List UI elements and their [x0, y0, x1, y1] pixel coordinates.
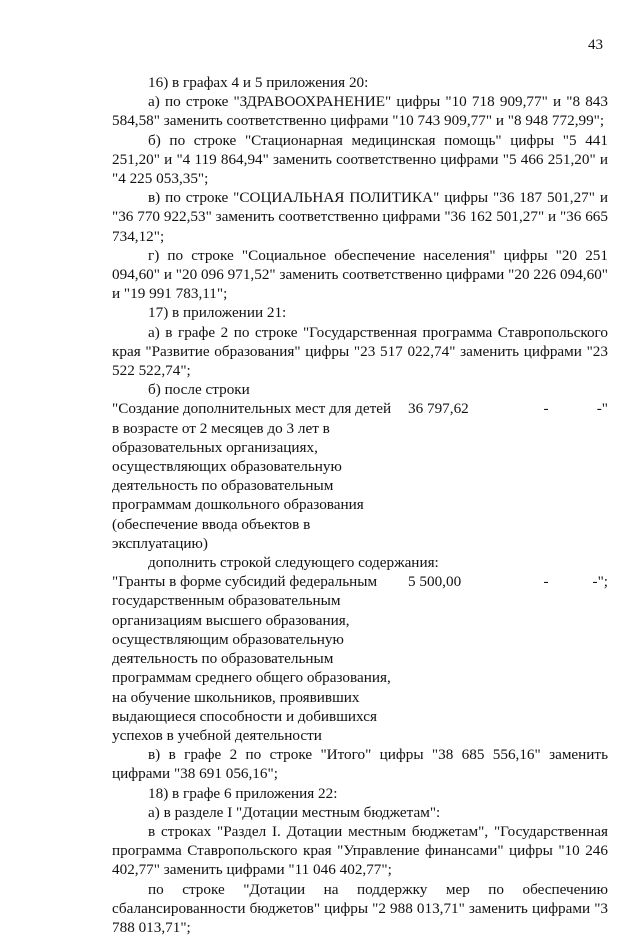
paragraph: в) по строке "СОЦИАЛЬНАЯ ПОЛИТИКА" цифры "36 187 501,27" и "36 770 922,53" заменить соответственно цифрами "36 162 501,27" и "36 665 734,12"; [112, 189, 608, 245]
paragraph: г) по строке "Социальное обеспечение населения" цифры "20 251 094,60" и "20 096 971,52" заменить соответственно цифрами "20 226 094,60" и "19 991 783,11"; [112, 246, 608, 303]
amendment-paragraphs-bottom [112, 745, 608, 937]
paragraph: а) в графе 2 по строке "Государственная программа Ставропольского края "Развитие образования" цифры "23 517 022,74" заменить цифрами "23 522 522,74"; [112, 323, 608, 380]
page-number: 43 [588, 37, 603, 53]
paragraph: 17) в приложении 21: [148, 304, 287, 322]
table-row-description: "Гранты в форме субсидий федеральным государственным образовательным организациям высшего образования, осуществляющим образовательную деятельность по образовательным программам среднего общего образования, на обучение школьников, проявивших выдающиеся способности и добившихся успехов в учебной деятельности [112, 573, 391, 744]
table-row-value: 36 797,62 [408, 400, 469, 418]
table-row-col4: -"; [592, 573, 608, 591]
table-row-col3: - [543, 400, 549, 418]
table-row-description: "Создание дополнительных мест для детей в возрасте от 2 месяцев до 3 лет в образовательных организациях, осуществляющих образовательную деятельность по образовательным программам дошкольного образования (обеспечение ввода объектов в эксплуатацию) [112, 400, 392, 552]
table-row [112, 572, 608, 745]
insert-instruction: дополнить строкой следующего содержания: [148, 554, 439, 572]
paragraph: 16) в графах 4 и 5 приложения 20: [148, 74, 369, 91]
table-row [112, 399, 608, 553]
paragraph: а) в разделе I "Дотации местным бюджетам": [148, 803, 441, 821]
amendment-paragraphs-top [112, 73, 608, 399]
paragraph: в) в графе 2 по строке "Итого" цифры "38 685 556,16" заменить цифрами "38 691 056,16"; [112, 746, 608, 783]
table-row-col4: -" [596, 400, 608, 418]
paragraph: по строке "Дотации на поддержку мер по обеспечению сбалансированности бюджетов" цифры "2 988 013,71" заменить цифрами "3 788 013,71"; [112, 880, 608, 936]
paragraph: б) после строки [148, 381, 250, 399]
table-row-col3: - [543, 573, 549, 591]
paragraph: 18) в графе 6 приложения 22: [148, 784, 338, 802]
paragraph: а) по строке "ЗДРАВООХРАНЕНИЕ" цифры "10 718 909,77" и "8 843 584,58" заменить соответственно цифрами "10 743 909,77" и "8 948 772,99"; [112, 93, 608, 130]
document-body [112, 73, 608, 937]
table-row-value: 5 500,00 [408, 573, 462, 591]
paragraph: б) по строке "Стационарная медицинская помощь" цифры "5 441 251,20" и "4 119 864,94" заменить соответственно цифрами "5 466 251,20" и "4 225 053,35"; [112, 131, 608, 188]
paragraph: в строках "Раздел I. Дотации местным бюджетам", "Государственная программа Ставропольского края "Управление финансами" цифры "10 246 402,77" заменить цифрами "11 046 402,77"; [112, 822, 608, 879]
